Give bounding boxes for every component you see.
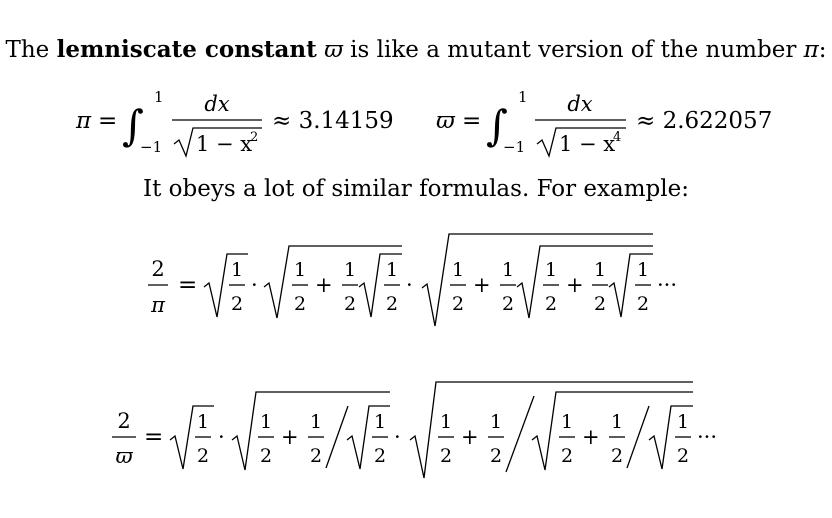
lemniscate-constant-term: lemniscate constant [56, 36, 317, 63]
radical-sign [264, 246, 402, 318]
division-slash [506, 396, 534, 472]
intro-end: : [818, 37, 827, 63]
varpi-product-formula [112, 382, 717, 478]
half-denominator: 2 [439, 445, 453, 467]
lhs-numerator: 2 [117, 409, 131, 433]
radical-sign [517, 246, 653, 318]
cdot: · [406, 273, 413, 297]
half-numerator: 1 [343, 259, 357, 281]
example-sentence: It obeys a lot of similar formulas. For example: [143, 176, 689, 202]
pi-integral-lhs: π [76, 108, 92, 134]
half-denominator: 2 [385, 293, 399, 315]
half-denominator: 2 [560, 445, 574, 467]
varpi-integral-numerator: dx [567, 92, 593, 116]
varpi-integral-lhs: ϖ [436, 108, 455, 134]
equals-sign: = [462, 108, 482, 134]
half-denominator: 2 [293, 293, 307, 315]
intro-pre: The [5, 37, 57, 63]
half-denominator: 2 [259, 445, 273, 467]
half-numerator: 1 [676, 411, 690, 433]
varpi-integral-formula [436, 88, 772, 156]
pi-integral-upper-limit: 1 [154, 88, 164, 106]
half-numerator: 1 [293, 259, 307, 281]
integral-sign: ∫ [122, 101, 144, 150]
equals-sign: = [178, 272, 198, 298]
half-denominator: 2 [636, 293, 650, 315]
half-denominator: 2 [196, 445, 210, 467]
half-denominator: 2 [343, 293, 357, 315]
division-slash [326, 406, 348, 468]
half-denominator: 2 [593, 293, 607, 315]
varpi-approximation: ≈ 2.622057 [636, 108, 773, 134]
pi-integral-exponent: 2 [250, 130, 259, 145]
varpi-integral-lower-limit: −1 [503, 138, 526, 156]
pi-product-formula [148, 234, 677, 326]
plus-sign: + [582, 425, 600, 449]
ellipsis: ··· [697, 425, 718, 449]
division-slash [627, 406, 649, 468]
pi-integral-lower-limit: −1 [140, 138, 163, 156]
plus-sign: + [566, 273, 584, 297]
half-numerator: 1 [373, 411, 387, 433]
pi-integral-numerator: dx [204, 92, 230, 116]
lhs-numerator: 2 [151, 257, 165, 281]
half-denominator: 2 [309, 445, 323, 467]
lhs-denominator: ϖ [115, 444, 133, 468]
plus-sign: + [461, 425, 479, 449]
pi-integral-formula [75, 88, 394, 156]
equals-sign: = [98, 108, 118, 134]
half-numerator: 1 [610, 411, 624, 433]
intro-mid: is like a mutant version of the number [342, 37, 804, 63]
half-denominator: 2 [676, 445, 690, 467]
half-numerator: 1 [385, 259, 399, 281]
cdot: · [394, 425, 401, 449]
half-numerator: 1 [501, 259, 515, 281]
half-denominator: 2 [373, 445, 387, 467]
half-numerator: 1 [544, 259, 558, 281]
plus-sign: + [315, 273, 333, 297]
plus-sign: + [473, 273, 491, 297]
equals-sign: = [144, 424, 164, 450]
pi-integral-radicand: 1 − x [196, 132, 253, 156]
half-denominator: 2 [544, 293, 558, 315]
varpi-integral-upper-limit: 1 [518, 88, 528, 106]
half-numerator: 1 [560, 411, 574, 433]
half-numerator: 1 [259, 411, 273, 433]
integral-sign: ∫ [486, 101, 508, 150]
cdot: · [218, 425, 225, 449]
half-numerator: 1 [636, 259, 650, 281]
ellipsis: ··· [657, 273, 678, 297]
half-denominator: 2 [451, 293, 465, 315]
cdot: · [251, 273, 258, 297]
half-denominator: 2 [230, 293, 244, 315]
pi-symbol: π [803, 37, 819, 63]
half-numerator: 1 [451, 259, 465, 281]
varpi-integral-radicand: 1 − x [559, 132, 616, 156]
half-denominator: 2 [610, 445, 624, 467]
plus-sign: + [281, 425, 299, 449]
half-numerator: 1 [439, 411, 453, 433]
varpi-integral-exponent: 4 [613, 130, 622, 145]
radical-sign [410, 382, 693, 478]
half-numerator: 1 [489, 411, 503, 433]
varpi-symbol: ϖ [324, 37, 343, 63]
half-denominator: 2 [501, 293, 515, 315]
half-numerator: 1 [309, 411, 323, 433]
half-numerator: 1 [196, 411, 210, 433]
pi-approximation: ≈ 3.14159 [272, 108, 394, 134]
half-numerator: 1 [230, 259, 244, 281]
lhs-denominator: π [151, 293, 165, 317]
half-denominator: 2 [489, 445, 503, 467]
half-numerator: 1 [593, 259, 607, 281]
